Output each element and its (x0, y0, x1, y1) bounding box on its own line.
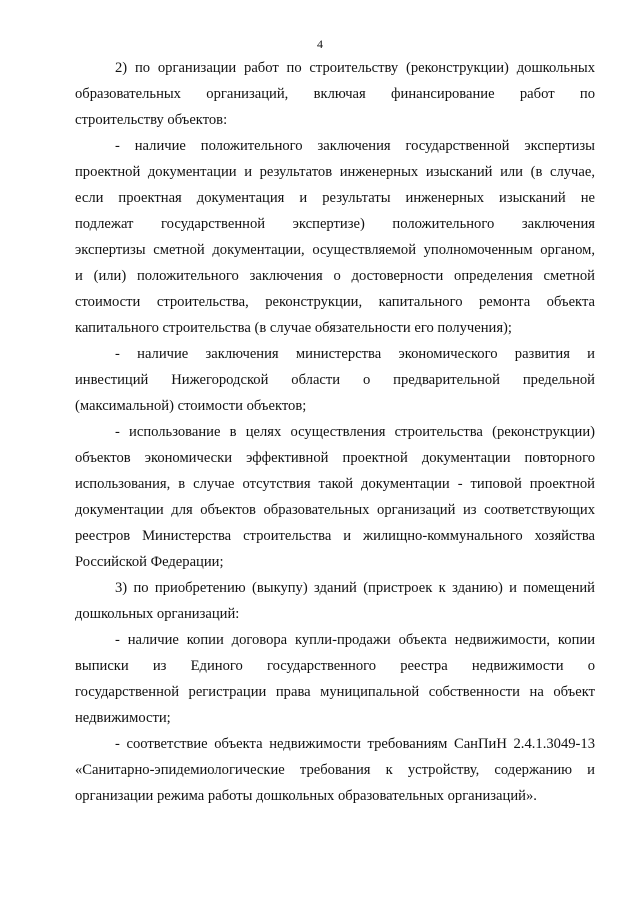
paragraph-sale-contract (75, 627, 595, 731)
text-line: - наличие копии договора купли-продажи объекта недвижимости, копии (115, 632, 595, 648)
text-line: государственной регистрации права муниципальной собственности на объект (75, 684, 595, 700)
paragraph-expertise-requirement (75, 133, 595, 341)
text-line: - наличие заключения министерства экономического развития и (115, 346, 595, 362)
text-line: реестров Министерства строительства и жилищно-коммунального хозяйства (75, 528, 595, 544)
page-number: 4 (317, 37, 323, 51)
paragraph-ministry-conclusion (75, 341, 595, 419)
text-line: «Санитарно-эпидемиологические требования к устройству, содержанию и (75, 762, 595, 778)
paragraph-construction-works (75, 55, 595, 133)
text-line: Российской Федерации; (75, 554, 224, 570)
text-line: 2) по организации работ по строительству (реконструкции) дошкольных (115, 60, 595, 76)
text-line: капитального строительства (в случае обязательности его получения); (75, 320, 512, 336)
text-line: (максимальной) стоимости объектов; (75, 398, 307, 414)
text-line: - соответствие объекта недвижимости требованиям СанПиН 2.4.1.3049-13 (115, 736, 595, 752)
text-line: - наличие положительного заключения государственной экспертизы (115, 138, 595, 154)
text-line: выписки из Единого государственного реестра недвижимости о (75, 658, 595, 674)
paragraph-acquisition (75, 575, 595, 627)
text-line: и (или) положительного заключения о достоверности определения сметной (75, 268, 595, 284)
paragraph-sanpin-compliance (75, 731, 595, 809)
text-line: экспертизы сметной документации, осуществляемой уполномоченным органом, (75, 242, 595, 258)
text-line: строительству объектов: (75, 112, 228, 128)
document-body (75, 55, 595, 809)
text-line: недвижимости; (75, 710, 171, 726)
text-line: дошкольных организаций: (75, 606, 240, 622)
text-line: стоимости строительства, реконструкции, капитального ремонта объекта (75, 294, 595, 310)
text-line: объектов экономически эффективной проектной документации повторного (75, 450, 595, 466)
paragraph-reuse-documentation (75, 419, 595, 575)
text-line: инвестиций Нижегородской области о предварительной предельной (75, 372, 595, 388)
text-line: проектной документации и результатов инженерных изысканий или (в случае, (75, 164, 595, 180)
text-line: - использование в целях осуществления строительства (реконструкции) (115, 424, 595, 440)
text-line: если проектная документация и результаты инженерных изысканий не (75, 190, 595, 206)
text-line: подлежат государственной экспертизе) положительного заключения (75, 216, 595, 232)
text-line: использования, в случае отсутствия такой документации - типовой проектной (75, 476, 595, 492)
text-line: документации для объектов образовательных организаций из соответствующих (75, 502, 595, 518)
text-line: 3) по приобретению (выкупу) зданий (пристроек к зданию) и помещений (115, 580, 595, 596)
text-line: организации режима работы дошкольных образовательных организаций». (75, 788, 537, 804)
text-line: образовательных организаций, включая финансирование работ по (75, 86, 595, 102)
